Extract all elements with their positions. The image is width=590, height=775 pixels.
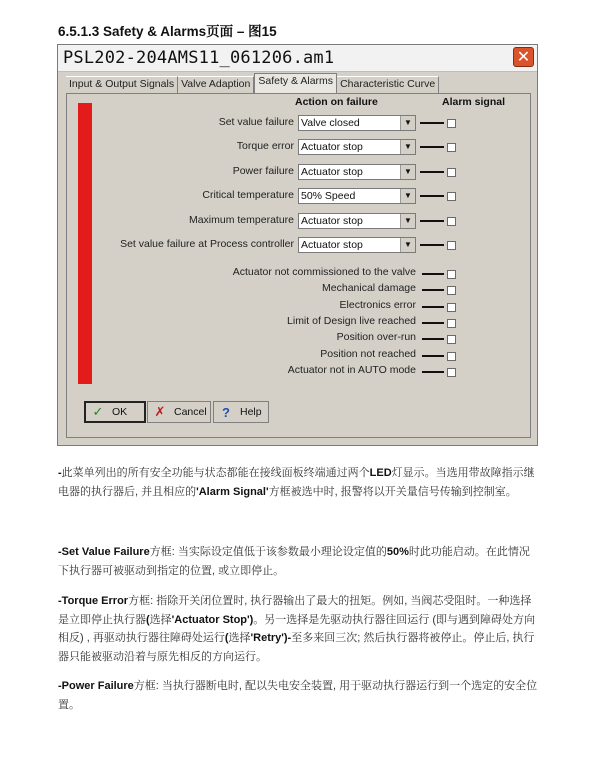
- connector-line: [420, 122, 444, 124]
- alarm-status-bar: [78, 103, 92, 384]
- connector-line: [422, 338, 444, 340]
- critical-temperature-alarm-checkbox[interactable]: [447, 192, 456, 201]
- electronics-error-label: Electronics error: [339, 299, 416, 311]
- connector-line: [420, 171, 444, 173]
- process-controller-failure-label: Set value failure at Process controller: [120, 238, 294, 250]
- ok-button[interactable]: [84, 401, 146, 423]
- connector-line: [420, 195, 444, 197]
- dropdown-arrow-icon[interactable]: ▼: [400, 214, 415, 228]
- cancel-button-label: Cancel: [174, 406, 207, 418]
- power-failure-select[interactable]: Actuator stop ▼: [298, 164, 416, 180]
- position-not-reached-label: Position not reached: [320, 348, 416, 360]
- torque-error-label: Torque error: [236, 140, 294, 152]
- dropdown-arrow-icon[interactable]: ▼: [400, 238, 415, 252]
- action-on-failure-header: Action on failure: [295, 96, 378, 108]
- dropdown-arrow-icon[interactable]: ▼: [400, 140, 415, 154]
- connector-line: [420, 146, 444, 148]
- connector-line: [422, 273, 444, 275]
- tab-input-output-signals[interactable]: Input & Output Signals: [66, 76, 178, 93]
- design-life-label: Limit of Design live reached: [287, 315, 416, 327]
- connector-line: [420, 244, 444, 246]
- dropdown-arrow-icon[interactable]: ▼: [400, 165, 415, 179]
- mechanical-damage-label: Mechanical damage: [322, 282, 416, 294]
- not-in-auto-alarm-checkbox[interactable]: [447, 368, 456, 377]
- tab-characteristic-curve[interactable]: Characteristic Curve: [337, 76, 439, 93]
- connector-line: [422, 306, 444, 308]
- maximum-temperature-alarm-checkbox[interactable]: [447, 217, 456, 226]
- tab-valve-adaption[interactable]: Valve Adaption: [178, 76, 254, 93]
- paragraph-power-failure: -Power Failure方框: 当执行器断电时, 配以失电安全装置, 用于驱动执行器运行到一个选定的安全位置。: [58, 680, 538, 711]
- cross-icon: ✗: [154, 404, 166, 419]
- process-controller-failure-alarm-checkbox[interactable]: [447, 241, 456, 250]
- mechanical-damage-alarm-checkbox[interactable]: [447, 286, 456, 295]
- maximum-temperature-select[interactable]: Actuator stop ▼: [298, 213, 416, 229]
- dialog-window: [57, 44, 538, 446]
- power-failure-label: Power failure: [232, 165, 294, 177]
- section-title: 6.5.1.3 Safety & Alarms页面 – 图15: [58, 24, 277, 39]
- title-bar: [58, 45, 537, 72]
- set-value-failure-select[interactable]: Valve closed ▼: [298, 115, 416, 131]
- connector-line: [420, 220, 444, 222]
- cancel-button[interactable]: [147, 401, 211, 423]
- help-button[interactable]: [213, 401, 269, 423]
- set-value-failure-alarm-checkbox[interactable]: [447, 119, 456, 128]
- ok-button-label: OK: [112, 406, 128, 418]
- not-commissioned-label: Actuator not commissioned to the valve: [232, 266, 416, 278]
- window-title: PSL202-204AMS11_061206.am1: [63, 48, 335, 68]
- checkmark-icon: ✓: [92, 404, 104, 419]
- position-not-reached-alarm-checkbox[interactable]: [447, 352, 456, 361]
- connector-line: [422, 355, 444, 357]
- set-value-failure-label: Set value failure: [218, 116, 294, 128]
- tab-safety-alarms[interactable]: Safety & Alarms: [254, 73, 337, 93]
- critical-temperature-select[interactable]: 50% Speed ▼: [298, 188, 416, 204]
- close-button[interactable]: [513, 47, 534, 67]
- connector-line: [422, 322, 444, 324]
- connector-line: [422, 371, 444, 373]
- safety-alarms-panel: [66, 93, 531, 438]
- power-failure-alarm-checkbox[interactable]: [447, 168, 456, 177]
- torque-error-alarm-checkbox[interactable]: [447, 143, 456, 152]
- not-in-auto-label: Actuator not in AUTO mode: [287, 364, 416, 376]
- position-over-run-alarm-checkbox[interactable]: [447, 335, 456, 344]
- alarm-signal-header: Alarm signal: [442, 96, 506, 108]
- question-icon: ?: [222, 404, 230, 420]
- help-button-label: Help: [240, 406, 262, 418]
- paragraph-torque-error: -Torque Error方框: 指除开关闭位置时, 执行器输出了最大的扭矩。例如, 当阀芯受阻时。一种选择是立即停止执行器(选择'Actuator Stop')。另一选择是先驱动执行器往回运行 (即与遇到障碍处方向相反) , 再驱动执行器往障碍处运行(选择'Retry')-至多来回三次; 然后执行器将被停止。停止后, 执行器只能被驱动沿着与原先相反的方向运行。: [58, 595, 536, 663]
- tab-strip: [66, 76, 439, 93]
- position-over-run-label: Position over-run: [336, 331, 416, 343]
- close-icon: ✕: [516, 49, 531, 66]
- maximum-temperature-label: Maximum temperature: [188, 214, 294, 226]
- electronics-error-alarm-checkbox[interactable]: [447, 303, 456, 312]
- not-commissioned-alarm-checkbox[interactable]: [447, 270, 456, 279]
- paragraph-intro: -此菜单列出的所有安全功能与状态都能在接线面板终端通过两个LED灯显示。当选用带故障指示继电器的执行器后, 并且相应的'Alarm Signal'方框被选中时, 报警将以开关量信号传输到控制室。: [58, 467, 535, 498]
- dropdown-arrow-icon[interactable]: ▼: [400, 116, 415, 130]
- torque-error-select[interactable]: Actuator stop ▼: [298, 139, 416, 155]
- dropdown-arrow-icon[interactable]: ▼: [400, 189, 415, 203]
- paragraph-set-value-failure: -Set Value Failure方框: 当实际设定值低于该参数最小理论设定值的50%时此功能启动。在此情况下执行器可被驱动到指定的位置, 或立即停止。: [58, 546, 530, 577]
- process-controller-failure-select[interactable]: Actuator stop ▼: [298, 237, 416, 253]
- connector-line: [422, 289, 444, 291]
- design-life-alarm-checkbox[interactable]: [447, 319, 456, 328]
- critical-temperature-label: Critical temperature: [202, 189, 294, 201]
